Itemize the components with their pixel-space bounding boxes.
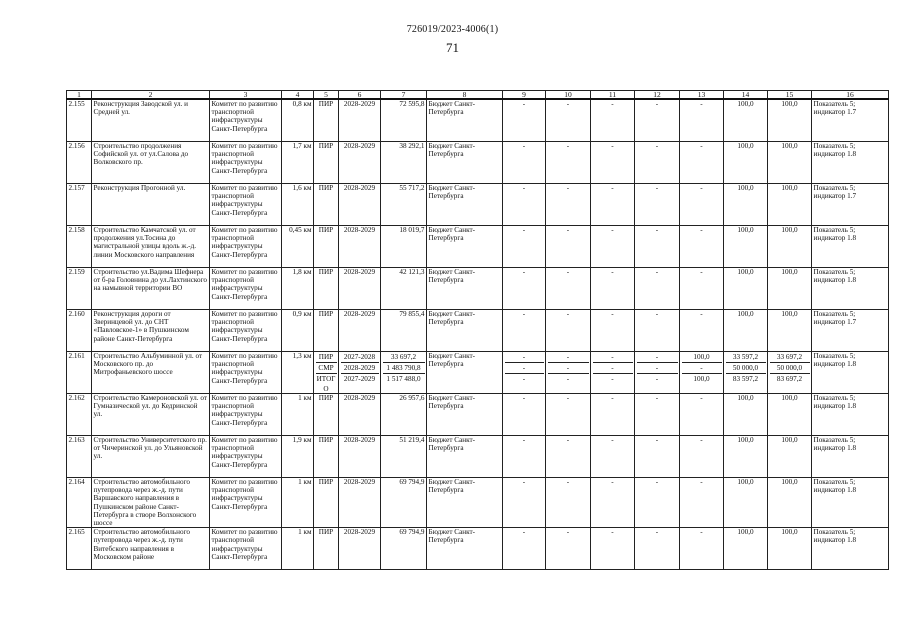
year-value-line: 83 697,2 [776,375,803,383]
work-stage: ПИР [314,184,339,226]
funding-source: Бюджет Санкт-Петербурга [427,478,503,528]
year-value-line: 33 597,2 [726,352,766,363]
year-value: - [503,436,546,478]
column-header: 6 [339,91,381,100]
year-value: - [591,394,635,436]
year-value: 100,0 [768,142,812,184]
row-number: 2.157 [67,184,92,226]
table-row [67,394,889,436]
table-row [67,142,889,184]
program-table [66,90,889,570]
year-value: - [591,478,635,528]
year-value: - [635,436,680,478]
table-row [67,184,889,226]
estimated-cost: 69 794,9 [381,478,427,528]
funding-source: Бюджет Санкт-Петербурга [427,268,503,310]
work-stage-line: ИТОГО [316,375,336,393]
year-value: 100,0 [768,184,812,226]
year-value: - [635,268,680,310]
funding-source: Бюджет Санкт-Петербурга [427,142,503,184]
year-value: - [546,394,591,436]
target-indicator: Показатель 5; индикатор 1.8 [812,478,889,528]
estimated-cost: 69 794,9 [381,528,427,570]
year-value-line: - [637,352,678,363]
year-value-line: 50 000,0 [770,363,810,374]
target-indicator: Показатель 5; индикатор 1.7 [812,310,889,352]
year-value: 100,0 [724,226,768,268]
object-name: Строительство ул.Вадима Шефнера от б-ра Головнина до ул.Лахтинского на намывной территории ВО [92,268,210,310]
work-years: 2028-2029 [339,184,381,226]
object-length: 1 км [282,478,314,528]
year-value: 100,0 [724,99,768,142]
estimated-cost: 18 019,7 [381,226,427,268]
object-length: 0,45 км [282,226,314,268]
year-value: - [503,226,546,268]
work-years: 2028-2029 [339,268,381,310]
year-value: - [635,142,680,184]
funding-source: Бюджет Санкт-Петербурга [427,184,503,226]
work-years [339,352,381,394]
year-value: 100,0 [724,528,768,570]
funding-source: Бюджет Санкт-Петербурга [427,310,503,352]
work-years: 2028-2029 [339,310,381,352]
year-value: - [635,99,680,142]
row-number: 2.159 [67,268,92,310]
estimated-cost: 79 855,4 [381,310,427,352]
year-value: 100,0 [724,478,768,528]
target-indicator: Показатель 5; индикатор 1.8 [812,528,889,570]
year-value: - [680,394,724,436]
year-value-line: 83 597,2 [732,375,759,383]
object-name: Строительство автомобильного путепровода через ж.-д. пути Варшавского направления в Пушкинском районе Санкт-Петербурга в створе Волхонского шоссе [92,478,210,528]
year-value: 100,0 [768,226,812,268]
row-number: 2.164 [67,478,92,528]
year-value-line: 100,0 [693,375,710,383]
table-row [67,436,889,478]
year-value: - [503,310,546,352]
year-value [503,352,546,394]
object-name: Строительство Камероновской ул. от Гумназической ул. до Кедринской ул. [92,394,210,436]
row-number: 2.161 [67,352,92,394]
year-value: 100,0 [768,99,812,142]
funding-source: Бюджет Санкт-Петербурга [427,394,503,436]
table-body [67,99,889,570]
year-value-line: - [548,352,589,363]
year-value-line: - [682,363,722,374]
object-length: 0,8 км [282,99,314,142]
object-length: 1,7 км [282,142,314,184]
work-years: 2028-2029 [339,436,381,478]
funding-source: Бюджет Санкт-Петербурга [427,352,503,394]
year-value [680,352,724,394]
object-name: Реконструкция дороги от Зверинцевой ул. до СНТ «Павловское-1» в Пушкинском районе Санкт-Петербурга [92,310,210,352]
year-value: - [546,226,591,268]
responsible-committee: Комитет по развитию транспортной инфраструктуры Санкт-Петербурга [210,478,282,528]
work-stage: ПИР [314,310,339,352]
table-row [67,478,889,528]
year-value [546,352,591,394]
object-name: Строительство продолжения Софийской ул. от ул.Салова до Волковского пр. [92,142,210,184]
year-value: - [546,99,591,142]
object-length: 1 км [282,394,314,436]
estimated-cost: 38 292,1 [381,142,427,184]
responsible-committee: Комитет по развитию транспортной инфраструктуры Санкт-Петербурга [210,99,282,142]
column-header: 9 [503,91,546,100]
year-value: - [546,310,591,352]
table-row [67,352,889,394]
estimated-cost-line: 1 517 488,0 [386,375,421,383]
year-value-line: - [505,363,544,374]
work-stage: ПИР [314,478,339,528]
year-value: - [591,226,635,268]
year-value: - [635,394,680,436]
year-value: - [680,310,724,352]
work-stage-line: ПИР [316,352,337,363]
object-name: Реконструкция Заводской ул. и Средней ул. [92,99,210,142]
funding-source: Бюджет Санкт-Петербурга [427,99,503,142]
estimated-cost: 42 121,3 [381,268,427,310]
target-indicator: Показатель 5; индикатор 1.8 [812,268,889,310]
year-value: 100,0 [724,268,768,310]
year-value-line: - [593,352,633,363]
column-header: 16 [812,91,889,100]
year-value [768,352,812,394]
year-value: - [635,528,680,570]
year-value-line: 33 697,2 [770,352,810,363]
year-value: - [591,184,635,226]
column-header: 7 [381,91,427,100]
row-number: 2.162 [67,394,92,436]
year-value-line: - [548,363,589,374]
year-value: - [503,268,546,310]
work-stage-line: СМР [316,363,337,374]
year-value: - [591,99,635,142]
object-length: 1 км [282,528,314,570]
column-header: 2 [92,91,210,100]
year-value [635,352,680,394]
work-stage: ПИР [314,394,339,436]
page-number: 71 [446,40,459,55]
table-row [67,528,889,570]
table-row [67,99,889,142]
target-indicator: Показатель 5; индикатор 1.7 [812,184,889,226]
column-header: 14 [724,91,768,100]
year-value: - [503,394,546,436]
column-header: 1 [67,91,92,100]
year-value: - [635,310,680,352]
column-header: 10 [546,91,591,100]
object-name: Строительство Камчатской ул. от продолжения ул.Тосина до магистральной улицы вдоль ж.-д. линии Московского направления [92,226,210,268]
year-value: - [680,268,724,310]
object-length: 1,8 км [282,268,314,310]
row-number: 2.163 [67,436,92,478]
year-value: - [503,184,546,226]
responsible-committee: Комитет по развитию транспортной инфраструктуры Санкт-Петербурга [210,528,282,570]
column-header: 15 [768,91,812,100]
year-value: - [546,142,591,184]
work-years-line: 2028-2029 [341,363,379,374]
year-value: 100,0 [768,310,812,352]
year-value: - [635,184,680,226]
table-row [67,268,889,310]
year-value: - [503,142,546,184]
work-years: 2028-2029 [339,528,381,570]
estimated-cost: 55 717,2 [381,184,427,226]
work-stage: ПИР [314,528,339,570]
work-stage: ПИР [314,268,339,310]
estimated-cost: 51 219,4 [381,436,427,478]
year-value-line: - [611,375,614,383]
year-value: - [591,310,635,352]
work-stage [314,352,339,394]
estimated-cost-line: 1 483 790,8 [383,363,425,374]
year-value-line: - [522,375,526,383]
year-value: 100,0 [724,394,768,436]
year-value: 100,0 [768,436,812,478]
target-indicator: Показатель 5; индикатор 1.7 [812,99,889,142]
year-value [591,352,635,394]
work-years: 2028-2029 [339,226,381,268]
row-number: 2.156 [67,142,92,184]
year-value: 100,0 [768,528,812,570]
work-stage: ПИР [314,226,339,268]
year-value: 100,0 [724,142,768,184]
column-header: 5 [314,91,339,100]
work-stage: ПИР [314,436,339,478]
responsible-committee: Комитет по развитию транспортной инфраструктуры Санкт-Петербурга [210,226,282,268]
year-value: - [546,436,591,478]
work-years-line: 2027-2029 [343,375,376,383]
target-indicator: Показатель 5; индикатор 1.8 [812,226,889,268]
year-value: - [503,99,546,142]
year-value: - [503,478,546,528]
year-value: - [680,478,724,528]
column-header: 3 [210,91,282,100]
responsible-committee: Комитет по развитию транспортной инфраструктуры Санкт-Петербурга [210,436,282,478]
row-number: 2.165 [67,528,92,570]
year-value: - [546,528,591,570]
column-header: 13 [680,91,724,100]
target-indicator: Показатель 5; индикатор 1.8 [812,142,889,184]
work-years: 2028-2029 [339,99,381,142]
year-value: - [680,436,724,478]
row-number: 2.155 [67,99,92,142]
target-indicator: Показатель 5; индикатор 1.8 [812,352,889,394]
work-stage: ПИР [314,99,339,142]
year-value: - [680,184,724,226]
year-value-line: - [637,363,678,374]
funding-source: Бюджет Санкт-Петербурга [427,436,503,478]
year-value-line: - [655,375,659,383]
target-indicator: Показатель 5; индикатор 1.8 [812,436,889,478]
year-value: - [591,528,635,570]
year-value [724,352,768,394]
work-years-line: 2027-2028 [341,352,379,363]
responsible-committee: Комитет по развитию транспортной инфраструктуры Санкт-Петербурга [210,352,282,394]
column-header: 8 [427,91,503,100]
year-value: - [591,436,635,478]
table-row [67,226,889,268]
object-name: Строительство Альбуминной ул. от Московского пр. до Митрофаньевского шоссе [92,352,210,394]
funding-source: Бюджет Санкт-Петербурга [427,528,503,570]
year-value: 100,0 [724,184,768,226]
object-name: Строительство автомобильного путепровода через ж.-д. пути Витебского направления в Московском районе [92,528,210,570]
responsible-committee: Комитет по развитию транспортной инфраструктуры Санкт-Петербурга [210,310,282,352]
responsible-committee: Комитет по развитию транспортной инфраструктуры Санкт-Петербурга [210,184,282,226]
object-length: 1,6 км [282,184,314,226]
year-value: - [680,226,724,268]
year-value-line: 50 000,0 [726,363,766,374]
year-value-line: - [566,375,570,383]
object-length: 1,3 км [282,352,314,394]
object-length: 0,9 км [282,310,314,352]
year-value: - [680,142,724,184]
responsible-committee: Комитет по развитию транспортной инфраструктуры Санкт-Петербурга [210,142,282,184]
year-value: - [635,478,680,528]
year-value: 100,0 [724,310,768,352]
estimated-cost: 26 957,6 [381,394,427,436]
table-header [67,91,889,100]
work-years: 2028-2029 [339,394,381,436]
column-header: 12 [635,91,680,100]
year-value: - [680,99,724,142]
estimated-cost-line: 33 697,2 [383,352,425,363]
estimated-cost: 72 595,8 [381,99,427,142]
object-length: 1,9 км [282,436,314,478]
work-years: 2028-2029 [339,478,381,528]
year-value: - [546,184,591,226]
responsible-committee: Комитет по развитию транспортной инфраструктуры Санкт-Петербурга [210,394,282,436]
table-row [67,310,889,352]
estimated-cost [381,352,427,394]
year-value: 100,0 [768,394,812,436]
work-stage: ПИР [314,142,339,184]
document-id: 726019/2023-4006(1) [406,24,499,35]
row-number: 2.160 [67,310,92,352]
year-value-line: - [505,352,544,363]
object-name: Реконструкция Прогонной ул. [92,184,210,226]
object-name: Строительство Университетского пр. от Чичеринской ул. до Ульяновской ул. [92,436,210,478]
year-value: 100,0 [724,436,768,478]
responsible-committee: Комитет по развитию транспортной инфраструктуры Санкт-Петербурга [210,268,282,310]
year-value: 100,0 [768,478,812,528]
year-value: 100,0 [768,268,812,310]
funding-source: Бюджет Санкт-Петербурга [427,226,503,268]
year-value: - [546,478,591,528]
year-value: - [635,226,680,268]
work-years: 2028-2029 [339,142,381,184]
year-value-line: - [593,363,633,374]
year-value-line: 100,0 [682,352,722,363]
column-header: 11 [591,91,635,100]
year-value: - [591,142,635,184]
year-value: - [546,268,591,310]
year-value: - [680,528,724,570]
target-indicator: Показатель 5; индикатор 1.8 [812,394,889,436]
year-value: - [503,528,546,570]
column-header: 4 [282,91,314,100]
row-number: 2.158 [67,226,92,268]
year-value: - [591,268,635,310]
